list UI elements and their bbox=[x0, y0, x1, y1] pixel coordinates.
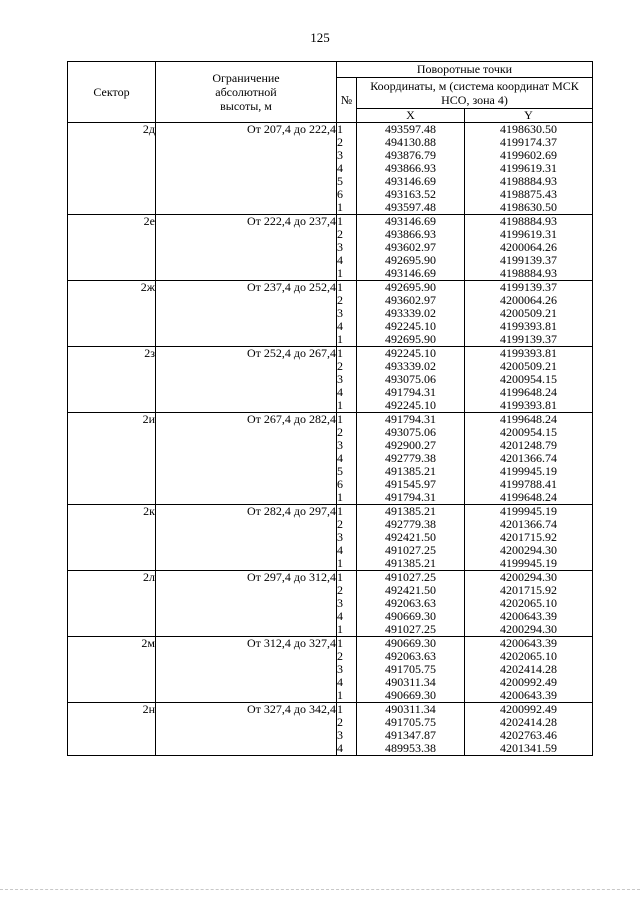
table-row bbox=[68, 228, 593, 241]
header-number: № bbox=[337, 78, 357, 123]
y-coordinate-cell: 4198875.43 bbox=[465, 188, 593, 201]
x-coordinate-cell: 491705.75 bbox=[357, 663, 465, 676]
x-coordinate-cell: 492421.50 bbox=[357, 531, 465, 544]
y-coordinate-cell: 4200643.39 bbox=[465, 610, 593, 623]
y-coordinate-cell: 4200992.49 bbox=[465, 703, 593, 717]
table-row bbox=[68, 386, 593, 399]
point-number-cell: 2 bbox=[337, 518, 357, 531]
sector-cell bbox=[68, 439, 156, 452]
point-number-cell: 1 bbox=[337, 399, 357, 413]
y-coordinate-cell: 4201715.92 bbox=[465, 531, 593, 544]
sector-cell bbox=[68, 373, 156, 386]
sector-cell bbox=[68, 201, 156, 215]
table-row bbox=[68, 294, 593, 307]
sector-cell: 2з bbox=[68, 347, 156, 361]
sector-cell bbox=[68, 663, 156, 676]
sector-cell bbox=[68, 333, 156, 347]
y-coordinate-cell: 4199393.81 bbox=[465, 347, 593, 361]
y-coordinate-cell: 4202414.28 bbox=[465, 663, 593, 676]
point-number-cell: 3 bbox=[337, 663, 357, 676]
sector-cell bbox=[68, 320, 156, 333]
y-coordinate-cell: 4200294.30 bbox=[465, 623, 593, 637]
point-number-cell: 1 bbox=[337, 267, 357, 281]
point-number-cell: 2 bbox=[337, 650, 357, 663]
point-number-cell: 3 bbox=[337, 597, 357, 610]
sector-cell bbox=[68, 241, 156, 254]
point-number-cell: 4 bbox=[337, 162, 357, 175]
x-coordinate-cell: 492779.38 bbox=[357, 518, 465, 531]
y-coordinate-cell: 4200643.39 bbox=[465, 637, 593, 651]
point-number-cell: 2 bbox=[337, 716, 357, 729]
height-limit-cell bbox=[156, 360, 337, 373]
table-row bbox=[68, 333, 593, 347]
x-coordinate-cell: 491027.25 bbox=[357, 623, 465, 637]
height-limit-cell: От 237,4 до 252,4 bbox=[156, 281, 337, 295]
y-coordinate-cell: 4198630.50 bbox=[465, 123, 593, 137]
point-number-cell: 1 bbox=[337, 703, 357, 717]
height-limit-cell bbox=[156, 254, 337, 267]
height-limit-cell: От 282,4 до 297,4 bbox=[156, 505, 337, 519]
sector-cell bbox=[68, 452, 156, 465]
height-limit-cell bbox=[156, 149, 337, 162]
point-number-cell: 5 bbox=[337, 175, 357, 188]
sector-cell bbox=[68, 294, 156, 307]
table-row bbox=[68, 373, 593, 386]
sector-cell bbox=[68, 742, 156, 756]
point-number-cell: 3 bbox=[337, 373, 357, 386]
y-coordinate-cell: 4199648.24 bbox=[465, 386, 593, 399]
table-row bbox=[68, 703, 593, 717]
y-coordinate-cell: 4200064.26 bbox=[465, 241, 593, 254]
sector-cell bbox=[68, 162, 156, 175]
table-row bbox=[68, 531, 593, 544]
table-row bbox=[68, 623, 593, 637]
sector-cell: 2д bbox=[68, 123, 156, 137]
sector-cell bbox=[68, 254, 156, 267]
point-number-cell: 4 bbox=[337, 320, 357, 333]
sector-cell bbox=[68, 557, 156, 571]
point-number-cell: 2 bbox=[337, 294, 357, 307]
y-coordinate-cell: 4199393.81 bbox=[465, 399, 593, 413]
height-limit-cell bbox=[156, 597, 337, 610]
table-row bbox=[68, 465, 593, 478]
table-row bbox=[68, 241, 593, 254]
height-limit-cell bbox=[156, 386, 337, 399]
table-row bbox=[68, 281, 593, 295]
table-row bbox=[68, 307, 593, 320]
x-coordinate-cell: 492900.27 bbox=[357, 439, 465, 452]
x-coordinate-cell: 493075.06 bbox=[357, 426, 465, 439]
header-sector: Сектор bbox=[68, 62, 156, 123]
x-coordinate-cell: 491794.31 bbox=[357, 386, 465, 399]
height-limit-cell bbox=[156, 518, 337, 531]
y-coordinate-cell: 4201366.74 bbox=[465, 452, 593, 465]
y-coordinate-cell: 4201248.79 bbox=[465, 439, 593, 452]
x-coordinate-cell: 493866.93 bbox=[357, 228, 465, 241]
sector-cell: 2ж bbox=[68, 281, 156, 295]
y-coordinate-cell: 4200992.49 bbox=[465, 676, 593, 689]
height-limit-cell: От 252,4 до 267,4 bbox=[156, 347, 337, 361]
table-row bbox=[68, 637, 593, 651]
height-limit-cell bbox=[156, 531, 337, 544]
y-coordinate-cell: 4199619.31 bbox=[465, 162, 593, 175]
point-number-cell: 1 bbox=[337, 333, 357, 347]
table-row bbox=[68, 136, 593, 149]
sector-cell bbox=[68, 491, 156, 505]
x-coordinate-cell: 493163.52 bbox=[357, 188, 465, 201]
sector-cell bbox=[68, 267, 156, 281]
y-coordinate-cell: 4202065.10 bbox=[465, 597, 593, 610]
x-coordinate-cell: 492245.10 bbox=[357, 347, 465, 361]
height-limit-cell: От 312,4 до 327,4 bbox=[156, 637, 337, 651]
height-limit-cell bbox=[156, 742, 337, 756]
x-coordinate-cell: 493146.69 bbox=[357, 215, 465, 229]
y-coordinate-cell: 4199602.69 bbox=[465, 149, 593, 162]
point-number-cell: 4 bbox=[337, 452, 357, 465]
sector-cell bbox=[68, 426, 156, 439]
height-limit-cell bbox=[156, 175, 337, 188]
y-coordinate-cell: 4201341.59 bbox=[465, 742, 593, 756]
height-limit-cell bbox=[156, 610, 337, 623]
point-number-cell: 3 bbox=[337, 307, 357, 320]
sector-cell bbox=[68, 716, 156, 729]
table-row bbox=[68, 584, 593, 597]
table-row bbox=[68, 557, 593, 571]
y-coordinate-cell: 4202763.46 bbox=[465, 729, 593, 742]
table-row bbox=[68, 215, 593, 229]
height-limit-cell bbox=[156, 188, 337, 201]
x-coordinate-cell: 493597.48 bbox=[357, 123, 465, 137]
point-number-cell: 2 bbox=[337, 228, 357, 241]
table-row bbox=[68, 597, 593, 610]
x-coordinate-cell: 493876.79 bbox=[357, 149, 465, 162]
height-limit-cell bbox=[156, 452, 337, 465]
sector-cell bbox=[68, 307, 156, 320]
x-coordinate-cell: 492779.38 bbox=[357, 452, 465, 465]
point-number-cell: 3 bbox=[337, 729, 357, 742]
height-limit-cell bbox=[156, 716, 337, 729]
x-coordinate-cell: 492245.10 bbox=[357, 320, 465, 333]
sector-cell bbox=[68, 149, 156, 162]
y-coordinate-cell: 4198884.93 bbox=[465, 175, 593, 188]
x-coordinate-cell: 493866.93 bbox=[357, 162, 465, 175]
x-coordinate-cell: 490311.34 bbox=[357, 703, 465, 717]
table-row bbox=[68, 320, 593, 333]
x-coordinate-cell: 491794.31 bbox=[357, 413, 465, 427]
sector-cell: 2е bbox=[68, 215, 156, 229]
point-number-cell: 4 bbox=[337, 676, 357, 689]
sector-cell bbox=[68, 228, 156, 241]
height-limit-cell bbox=[156, 663, 337, 676]
sector-cell: 2м bbox=[68, 637, 156, 651]
height-limit-cell bbox=[156, 465, 337, 478]
point-number-cell: 1 bbox=[337, 491, 357, 505]
x-coordinate-cell: 490669.30 bbox=[357, 637, 465, 651]
x-coordinate-cell: 492695.90 bbox=[357, 281, 465, 295]
table-row bbox=[68, 650, 593, 663]
table-row bbox=[68, 360, 593, 373]
sector-cell bbox=[68, 465, 156, 478]
x-coordinate-cell: 492063.63 bbox=[357, 597, 465, 610]
sector-cell bbox=[68, 610, 156, 623]
height-limit-cell bbox=[156, 557, 337, 571]
table-row bbox=[68, 267, 593, 281]
y-coordinate-cell: 4200294.30 bbox=[465, 544, 593, 557]
y-coordinate-cell: 4199648.24 bbox=[465, 491, 593, 505]
height-limit-cell bbox=[156, 650, 337, 663]
table-row bbox=[68, 610, 593, 623]
sector-cell: 2к bbox=[68, 505, 156, 519]
coordinates-table bbox=[67, 61, 593, 756]
height-limit-cell: От 297,4 до 312,4 bbox=[156, 571, 337, 585]
y-coordinate-cell: 4199139.37 bbox=[465, 254, 593, 267]
point-number-cell: 1 bbox=[337, 689, 357, 703]
x-coordinate-cell: 490669.30 bbox=[357, 610, 465, 623]
point-number-cell: 1 bbox=[337, 413, 357, 427]
point-number-cell: 1 bbox=[337, 557, 357, 571]
header-y: Y bbox=[465, 109, 593, 123]
point-number-cell: 1 bbox=[337, 281, 357, 295]
y-coordinate-cell: 4200954.15 bbox=[465, 373, 593, 386]
point-number-cell: 6 bbox=[337, 478, 357, 491]
sector-cell bbox=[68, 399, 156, 413]
table-row bbox=[68, 676, 593, 689]
point-number-cell: 3 bbox=[337, 241, 357, 254]
sector-cell bbox=[68, 136, 156, 149]
table-row bbox=[68, 544, 593, 557]
height-limit-cell: От 222,4 до 237,4 bbox=[156, 215, 337, 229]
point-number-cell: 4 bbox=[337, 544, 357, 557]
table-row bbox=[68, 689, 593, 703]
y-coordinate-cell: 4199139.37 bbox=[465, 333, 593, 347]
height-limit-cell: От 207,4 до 222,4 bbox=[156, 123, 337, 137]
x-coordinate-cell: 491794.31 bbox=[357, 491, 465, 505]
x-coordinate-cell: 490311.34 bbox=[357, 676, 465, 689]
height-limit-cell bbox=[156, 294, 337, 307]
table-row bbox=[68, 663, 593, 676]
x-coordinate-cell: 493339.02 bbox=[357, 360, 465, 373]
height-limit-cell bbox=[156, 333, 337, 347]
height-limit-cell bbox=[156, 676, 337, 689]
point-number-cell: 2 bbox=[337, 584, 357, 597]
y-coordinate-cell: 4201366.74 bbox=[465, 518, 593, 531]
sector-cell bbox=[68, 531, 156, 544]
sector-cell bbox=[68, 623, 156, 637]
table-row bbox=[68, 452, 593, 465]
height-limit-cell bbox=[156, 689, 337, 703]
height-limit-cell bbox=[156, 439, 337, 452]
y-coordinate-cell: 4198884.93 bbox=[465, 215, 593, 229]
x-coordinate-cell: 491027.25 bbox=[357, 571, 465, 585]
height-limit-cell bbox=[156, 267, 337, 281]
x-coordinate-cell: 493597.48 bbox=[357, 201, 465, 215]
header-coordinates: Координаты, м (система координат МСК НСО, зона 4) bbox=[357, 78, 593, 109]
x-coordinate-cell: 491385.21 bbox=[357, 557, 465, 571]
x-coordinate-cell: 491385.21 bbox=[357, 465, 465, 478]
height-limit-cell bbox=[156, 478, 337, 491]
y-coordinate-cell: 4198630.50 bbox=[465, 201, 593, 215]
x-coordinate-cell: 494130.88 bbox=[357, 136, 465, 149]
table-row bbox=[68, 347, 593, 361]
x-coordinate-cell: 491545.97 bbox=[357, 478, 465, 491]
table-row bbox=[68, 413, 593, 427]
y-coordinate-cell: 4199788.41 bbox=[465, 478, 593, 491]
x-coordinate-cell: 491027.25 bbox=[357, 544, 465, 557]
height-limit-cell bbox=[156, 623, 337, 637]
table-row bbox=[68, 505, 593, 519]
x-coordinate-cell: 492063.63 bbox=[357, 650, 465, 663]
height-limit-cell bbox=[156, 544, 337, 557]
point-number-cell: 2 bbox=[337, 360, 357, 373]
sector-cell bbox=[68, 650, 156, 663]
height-limit-cell bbox=[156, 162, 337, 175]
x-coordinate-cell: 492695.90 bbox=[357, 333, 465, 347]
table-row bbox=[68, 439, 593, 452]
sector-cell: 2и bbox=[68, 413, 156, 427]
sector-cell bbox=[68, 478, 156, 491]
y-coordinate-cell: 4199945.19 bbox=[465, 505, 593, 519]
x-coordinate-cell: 493602.97 bbox=[357, 241, 465, 254]
height-limit-cell bbox=[156, 320, 337, 333]
point-number-cell: 1 bbox=[337, 571, 357, 585]
table-row bbox=[68, 188, 593, 201]
table-row bbox=[68, 742, 593, 756]
sector-cell bbox=[68, 584, 156, 597]
x-coordinate-cell: 493146.69 bbox=[357, 267, 465, 281]
y-coordinate-cell: 4200064.26 bbox=[465, 294, 593, 307]
sector-cell: 2л bbox=[68, 571, 156, 585]
sector-cell bbox=[68, 729, 156, 742]
x-coordinate-cell: 493146.69 bbox=[357, 175, 465, 188]
height-limit-cell bbox=[156, 491, 337, 505]
sector-cell bbox=[68, 544, 156, 557]
point-number-cell: 4 bbox=[337, 254, 357, 267]
table-row bbox=[68, 162, 593, 175]
table-row bbox=[68, 716, 593, 729]
height-limit-cell bbox=[156, 228, 337, 241]
point-number-cell: 4 bbox=[337, 742, 357, 756]
y-coordinate-cell: 4199139.37 bbox=[465, 281, 593, 295]
sector-cell bbox=[68, 689, 156, 703]
y-coordinate-cell: 4199393.81 bbox=[465, 320, 593, 333]
table-row bbox=[68, 478, 593, 491]
y-coordinate-cell: 4202065.10 bbox=[465, 650, 593, 663]
sector-cell bbox=[68, 175, 156, 188]
height-limit-cell bbox=[156, 241, 337, 254]
table-row bbox=[68, 399, 593, 413]
x-coordinate-cell: 492421.50 bbox=[357, 584, 465, 597]
point-number-cell: 1 bbox=[337, 623, 357, 637]
y-coordinate-cell: 4199174.37 bbox=[465, 136, 593, 149]
table-row bbox=[68, 571, 593, 585]
height-limit-cell bbox=[156, 373, 337, 386]
y-coordinate-cell: 4198884.93 bbox=[465, 267, 593, 281]
table-row bbox=[68, 201, 593, 215]
point-number-cell: 5 bbox=[337, 465, 357, 478]
point-number-cell: 3 bbox=[337, 531, 357, 544]
y-coordinate-cell: 4200294.30 bbox=[465, 571, 593, 585]
table-row bbox=[68, 175, 593, 188]
sector-cell bbox=[68, 597, 156, 610]
sector-cell bbox=[68, 188, 156, 201]
table-row bbox=[68, 254, 593, 267]
point-number-cell: 1 bbox=[337, 505, 357, 519]
sector-cell bbox=[68, 360, 156, 373]
y-coordinate-cell: 4199945.19 bbox=[465, 557, 593, 571]
x-coordinate-cell: 493075.06 bbox=[357, 373, 465, 386]
point-number-cell: 1 bbox=[337, 637, 357, 651]
x-coordinate-cell: 491385.21 bbox=[357, 505, 465, 519]
height-limit-cell bbox=[156, 201, 337, 215]
point-number-cell: 2 bbox=[337, 136, 357, 149]
sector-cell bbox=[68, 386, 156, 399]
sector-cell bbox=[68, 518, 156, 531]
scan-edge-line bbox=[0, 889, 640, 890]
height-limit-cell bbox=[156, 136, 337, 149]
header-height-limit: Ограничение абсолютной высоты, м bbox=[156, 62, 337, 123]
x-coordinate-cell: 490669.30 bbox=[357, 689, 465, 703]
table-row bbox=[68, 149, 593, 162]
y-coordinate-cell: 4199619.31 bbox=[465, 228, 593, 241]
point-number-cell: 1 bbox=[337, 215, 357, 229]
table-body bbox=[68, 123, 593, 756]
y-coordinate-cell: 4200643.39 bbox=[465, 689, 593, 703]
height-limit-cell: От 327,4 до 342,4 bbox=[156, 703, 337, 717]
height-limit-cell bbox=[156, 399, 337, 413]
point-number-cell: 4 bbox=[337, 386, 357, 399]
height-limit-cell bbox=[156, 426, 337, 439]
x-coordinate-cell: 491347.87 bbox=[357, 729, 465, 742]
table-row bbox=[68, 729, 593, 742]
y-coordinate-cell: 4199945.19 bbox=[465, 465, 593, 478]
x-coordinate-cell: 493602.97 bbox=[357, 294, 465, 307]
point-number-cell: 1 bbox=[337, 201, 357, 215]
table-row bbox=[68, 491, 593, 505]
y-coordinate-cell: 4200954.15 bbox=[465, 426, 593, 439]
sector-cell: 2н bbox=[68, 703, 156, 717]
point-number-cell: 3 bbox=[337, 439, 357, 452]
x-coordinate-cell: 489953.38 bbox=[357, 742, 465, 756]
page-number: 125 bbox=[310, 30, 330, 45]
sector-cell bbox=[68, 676, 156, 689]
point-number-cell: 1 bbox=[337, 123, 357, 137]
y-coordinate-cell: 4199648.24 bbox=[465, 413, 593, 427]
y-coordinate-cell: 4200509.21 bbox=[465, 307, 593, 320]
height-limit-cell bbox=[156, 584, 337, 597]
x-coordinate-cell: 492695.90 bbox=[357, 254, 465, 267]
header-x: X bbox=[357, 109, 465, 123]
point-number-cell: 3 bbox=[337, 149, 357, 162]
point-number-cell: 1 bbox=[337, 347, 357, 361]
header-turning-points: Поворотные точки bbox=[337, 62, 593, 78]
table-row bbox=[68, 123, 593, 137]
table-row bbox=[68, 426, 593, 439]
x-coordinate-cell: 491705.75 bbox=[357, 716, 465, 729]
point-number-cell: 2 bbox=[337, 426, 357, 439]
height-limit-cell bbox=[156, 729, 337, 742]
y-coordinate-cell: 4202414.28 bbox=[465, 716, 593, 729]
point-number-cell: 6 bbox=[337, 188, 357, 201]
y-coordinate-cell: 4200509.21 bbox=[465, 360, 593, 373]
table-row bbox=[68, 518, 593, 531]
y-coordinate-cell: 4201715.92 bbox=[465, 584, 593, 597]
x-coordinate-cell: 493339.02 bbox=[357, 307, 465, 320]
height-limit-cell bbox=[156, 307, 337, 320]
height-limit-cell: От 267,4 до 282,4 bbox=[156, 413, 337, 427]
point-number-cell: 4 bbox=[337, 610, 357, 623]
x-coordinate-cell: 492245.10 bbox=[357, 399, 465, 413]
